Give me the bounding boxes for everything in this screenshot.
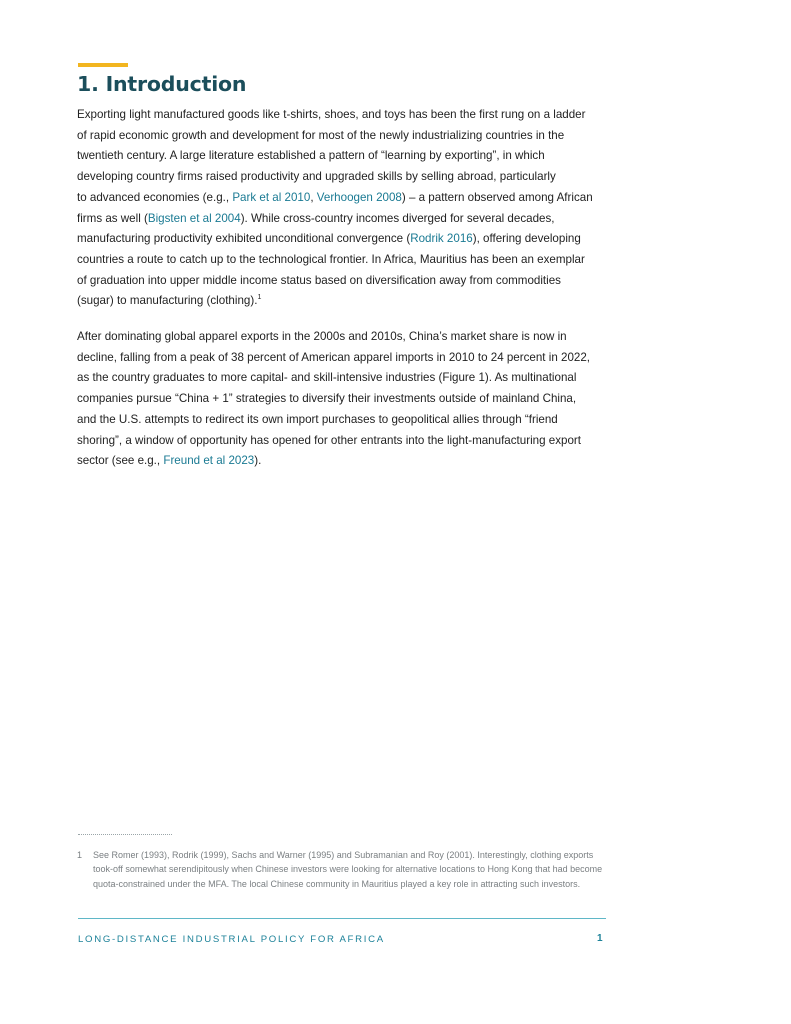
paragraph-line <box>77 250 612 271</box>
body-text: manufacturing productivity exhibited unconditional convergence ( <box>77 232 411 246</box>
body-text: sector (see e.g., <box>77 454 164 468</box>
body-text: firms as well ( <box>77 211 148 225</box>
section-title: 1. Introduction <box>77 72 247 96</box>
footnote-marker[interactable]: 1 <box>257 294 262 302</box>
paragraph-line <box>77 348 612 369</box>
paragraph-line <box>77 167 612 188</box>
body-text: to advanced economies (e.g., <box>77 190 233 204</box>
paragraph-line <box>77 368 612 389</box>
body-text: After dominating global apparel exports in the 2000s and 2010s, China’s market share is now in <box>77 330 567 343</box>
body-text: (sugar) to manufacturing (clothing). <box>77 294 258 308</box>
paragraph-line <box>77 431 612 452</box>
footnote-number: 1 <box>77 850 83 860</box>
body-text: Exporting light manufactured goods like t-shirts, shoes, and toys has been the first rung on a ladder <box>77 108 586 121</box>
paragraph-line <box>77 188 612 209</box>
body-text: shoring”, a window of opportunity has opened for other entrants into the light-manufacturing export <box>77 433 581 447</box>
body-text: of graduation into upper middle income status based on diversification away from commodities <box>77 273 561 287</box>
body-text: , <box>310 190 317 204</box>
body-text: twentieth century. A large literature established a pattern of “learning by exporting”, in which <box>77 149 545 163</box>
paragraph-line <box>77 291 612 312</box>
paragraph-1 <box>77 105 612 312</box>
section-accent-bar <box>78 63 128 67</box>
body-text: and the U.S. attempts to redirect its own import purchases to geopolitical allies through “friend <box>77 412 558 426</box>
citation-link[interactable]: Bigsten et al 2004 <box>147 211 241 225</box>
body-text: ). While cross-country incomes diverged for several decades, <box>240 211 555 225</box>
paragraph-2 <box>77 327 612 472</box>
body-text: developing country firms raised productivity and upgraded skills by selling abroad, particularly <box>77 170 556 184</box>
paragraph-line <box>77 410 612 431</box>
page-number: 1 <box>597 933 603 944</box>
body-text: ). <box>254 454 262 468</box>
body-text: ) – a pattern observed among African <box>401 190 593 204</box>
citation-link[interactable]: Verhoogen 2008 <box>316 190 402 204</box>
citation-link[interactable]: Park et al 2010 <box>232 190 311 204</box>
footnote-text: See Romer (1993), Rodrik (1999), Sachs and Warner (1995) and Subramanian and Roy (2001). Interestingly, clothing exports took-off somewhat serendipitously when Chinese investors were looking for alternative locations to Hong Kong that had become quota-constrained under the MFA. The local Chinese community in Mauritius played a key role in attracting such investors. <box>93 850 603 889</box>
paragraph-line <box>77 229 612 250</box>
paragraph-line <box>77 451 612 472</box>
body-text: ), offering developing <box>472 232 581 246</box>
citation-link[interactable]: Freund et al 2023 <box>163 454 255 468</box>
paragraph-line <box>77 105 612 126</box>
paragraph-line <box>77 271 612 292</box>
footer-divider <box>78 918 606 919</box>
body-text: decline, falling from a peak of 38 percent of American apparel imports in 2010 to 24 percent in 2022, <box>77 350 591 364</box>
paragraph-line <box>77 389 612 410</box>
paragraph-line <box>77 327 612 348</box>
body-text: of rapid economic growth and development for most of the newly industrializing countries in the <box>77 128 565 142</box>
body-text: countries a route to catch up to the technological frontier. In Africa, Mauritius has been an exemplar <box>77 252 585 266</box>
body-text: as the country graduates to more capital- and skill-intensive industries (Figure 1). As multinational <box>77 371 577 385</box>
footnote-divider <box>78 834 172 835</box>
citation-link[interactable]: Rodrik 2016 <box>410 232 473 246</box>
paragraph-line <box>77 146 612 167</box>
paragraph-line <box>77 126 612 147</box>
body-text: companies pursue “China + 1” strategies to diversify their investments outside of mainland China, <box>77 392 577 406</box>
running-footer-title: LONG-DISTANCE INDUSTRIAL POLICY FOR AFRICA <box>78 934 385 945</box>
paragraph-line <box>77 209 612 230</box>
